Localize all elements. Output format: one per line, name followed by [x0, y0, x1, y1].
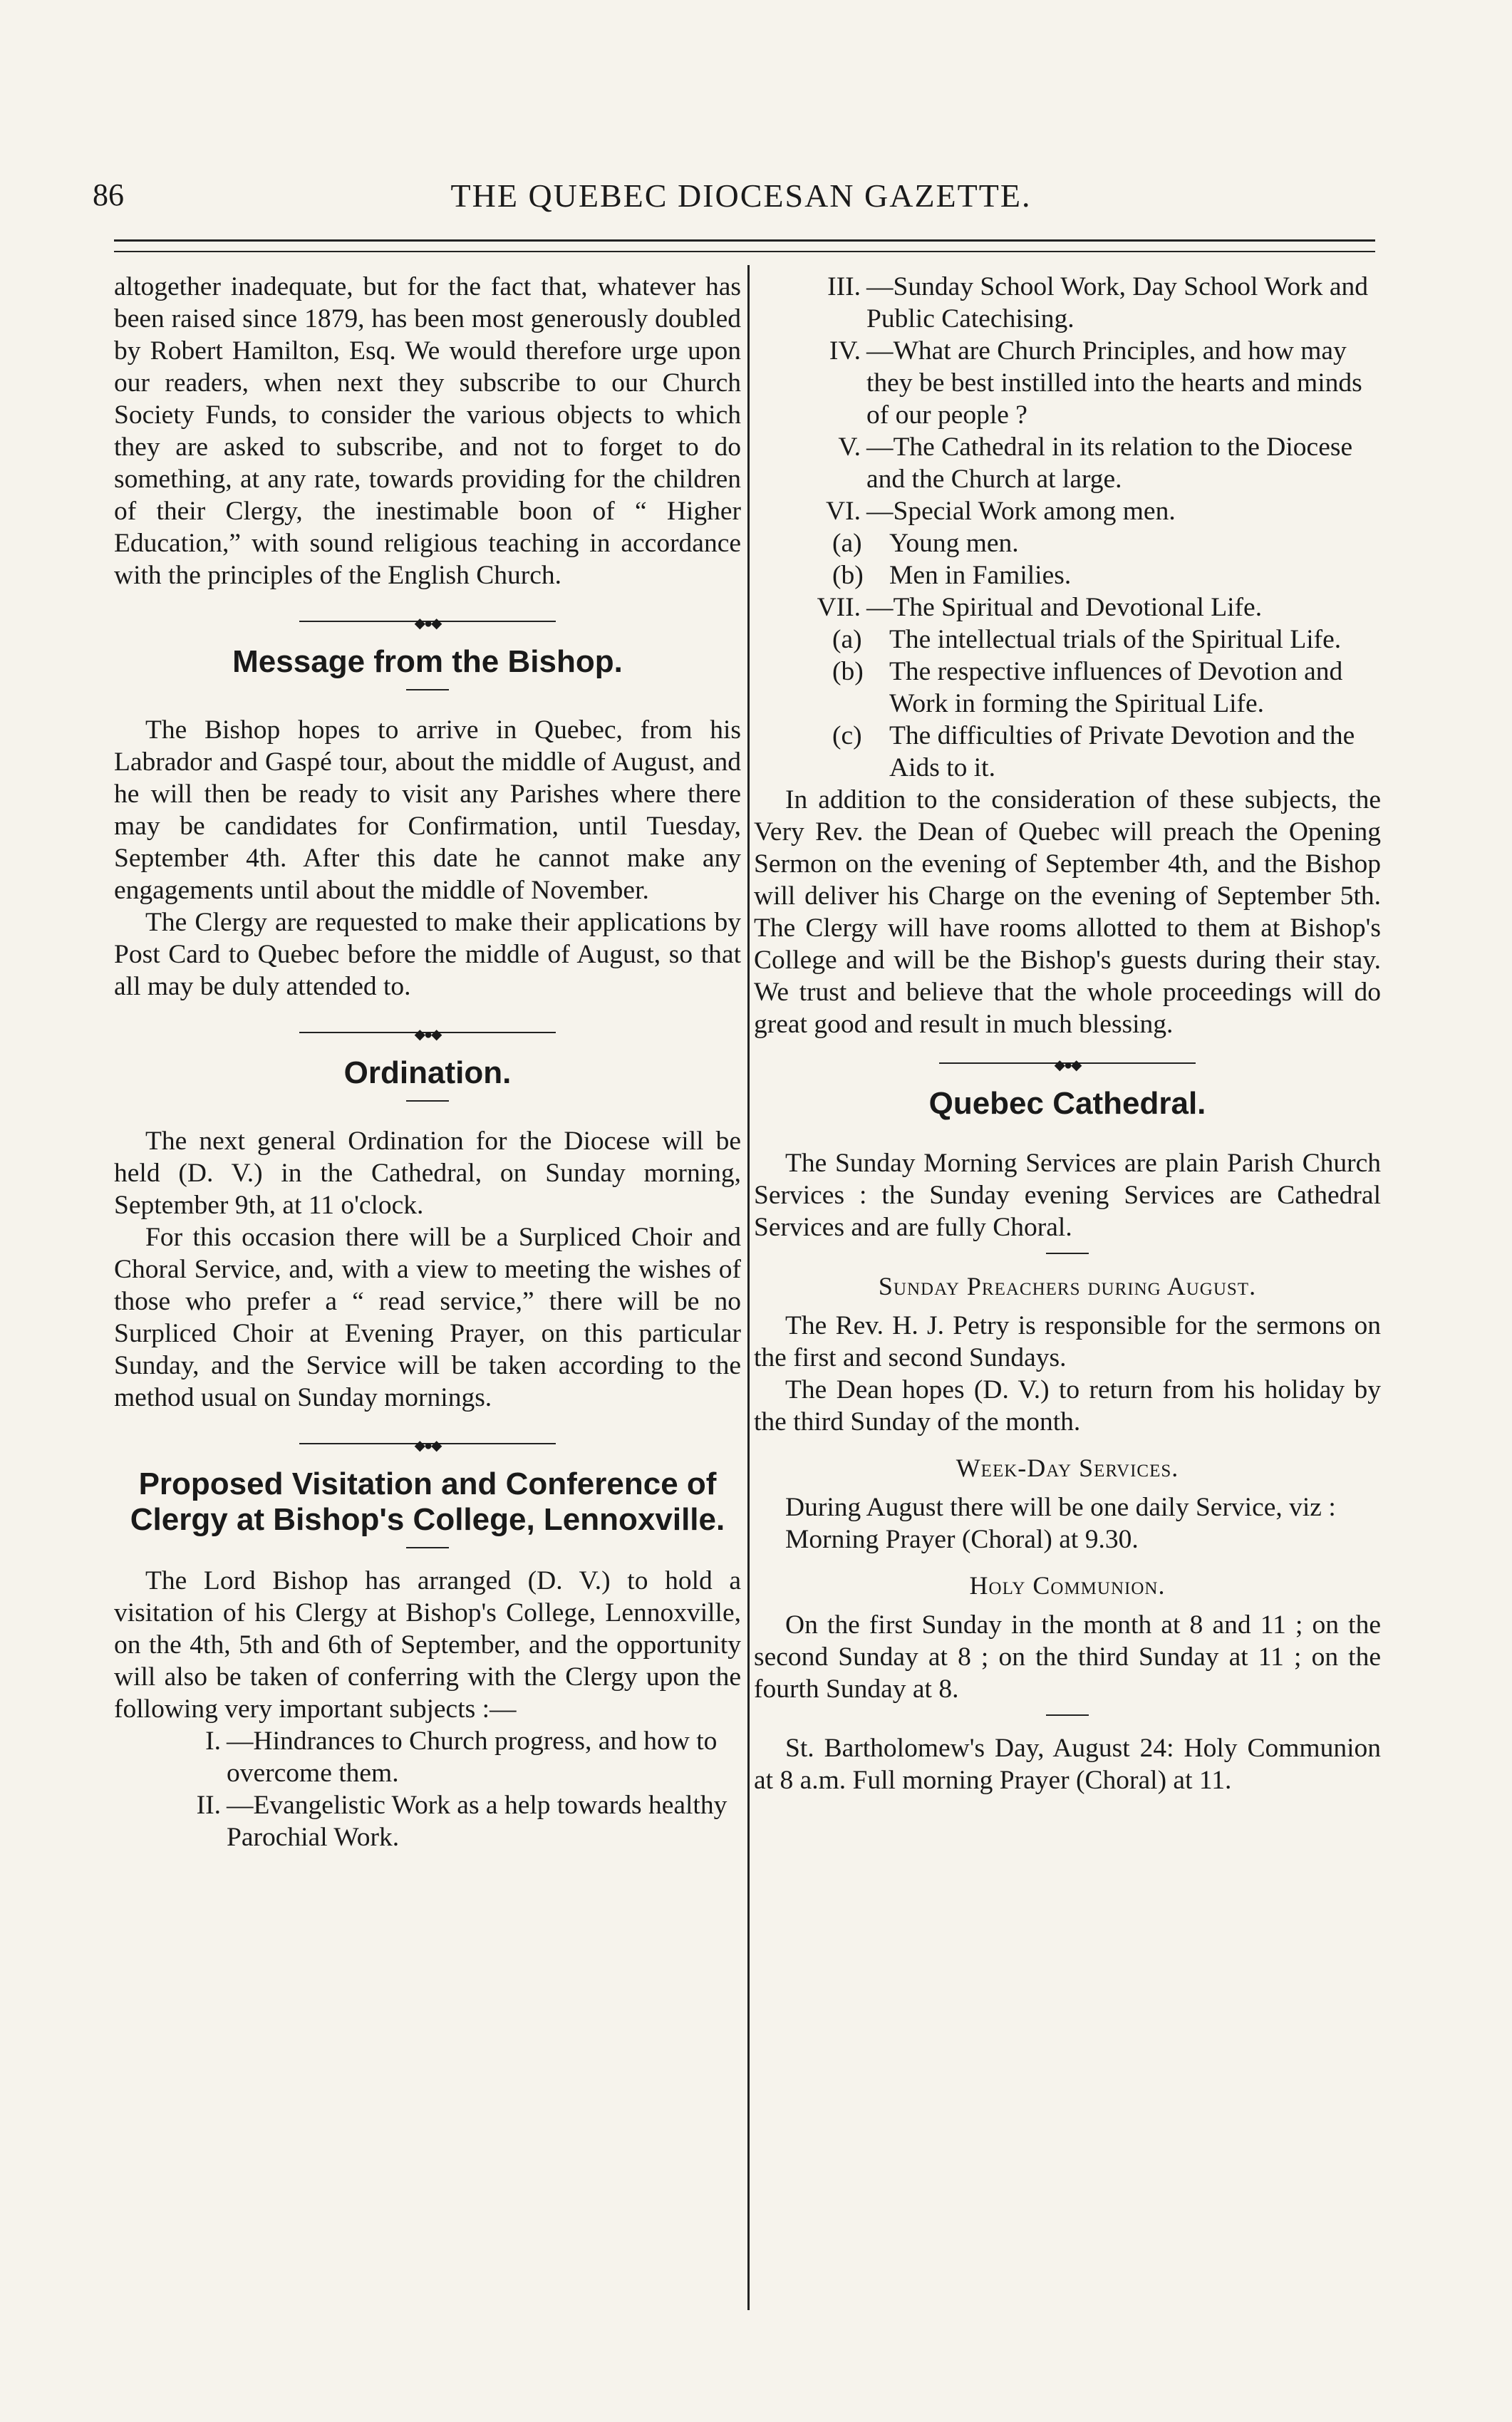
page-number: 86	[93, 177, 124, 212]
sub-list-item-text: The intellectual trials of the Spiritual Life.	[889, 625, 1342, 654]
section-dash	[114, 1091, 741, 1111]
heading-visitation: Proposed Visitation and Conference of Clergy at Bishop's College, Lennoxville.	[130, 1466, 725, 1537]
heading-message-from-bishop: Message from the Bishop.	[232, 644, 623, 679]
list-item	[114, 1789, 741, 1853]
list-item-label: I.	[205, 1727, 221, 1756]
message-paragraph-2: The Clergy are requested to make their applications by Post Card to Quebec before the middle of August, so that all may be duly attended to.	[114, 908, 741, 1001]
list-item-text: —Special Work among men.	[866, 497, 1176, 526]
sub-list-item-text: Men in Families.	[889, 561, 1072, 590]
subheading-week-day-services: Week-Day Services.	[956, 1454, 1179, 1482]
list-item	[754, 271, 1381, 335]
section-dash	[114, 680, 741, 700]
header-rule-bottom	[114, 251, 1375, 252]
list-item	[754, 431, 1381, 495]
sub-list-item	[754, 720, 1381, 784]
section-dash	[754, 1243, 1381, 1263]
list-item-label: III.	[827, 272, 861, 301]
list-item-text: —What are Church Principles, and how may they be best instilled into the hearts and minds of our people ?	[866, 336, 1362, 430]
list-item-text: —Sunday School Work, Day School Work and Public Catechising.	[866, 272, 1368, 333]
sub-list-item-label: (a)	[832, 529, 862, 558]
heading-ordination: Ordination.	[343, 1055, 512, 1090]
visitation-paragraph: The Lord Bishop has arranged (D. V.) to hold a visitation of his Clergy at Bishop's College, Lennoxville, on the 4th, 5th and 6th of September, and the opportunity will also be taken of conferring with the Clergy upon the following very important subjects :—	[114, 1566, 741, 1724]
section-ornament	[114, 1017, 741, 1048]
cathedral-paragraph: The Sunday Morning Services are plain Parish Church Services : the Sunday evening Services are Cathedral Services and are fully Choral.	[754, 1149, 1381, 1242]
sub-list-item-label: (b)	[832, 561, 864, 590]
list-item-label: VII.	[817, 593, 861, 622]
communion-paragraph: On the first Sunday in the month at 8 and 11 ; on the second Sunday at 8 ; on the third Sunday at 11 ; on the fourth Sunday at 8.	[754, 1610, 1381, 1704]
left-column	[114, 271, 741, 1853]
list-item	[754, 335, 1381, 431]
list-item-text: —The Spiritual and Devotional Life.	[866, 593, 1263, 622]
subheading-holy-communion: Holy Communion.	[969, 1571, 1166, 1600]
ordination-paragraph-2: For this occasion there will be a Surpliced Choir and Choral Service, and, with a view to meeting the wishes of those who prefer a “ read service,” there will be no Surpliced Choir at Evening Prayer, on this particular Sunday, and the Service will be taken according to the method usual on Sunday mornings.	[114, 1223, 741, 1412]
list-item-label: V.	[838, 433, 861, 462]
sub-list-item-text: The respective influences of Devotion and Work in forming the Spiritual Life.	[889, 657, 1343, 718]
list-item-label: VI.	[826, 497, 861, 526]
sub-list-item	[754, 559, 1381, 591]
preachers-paragraph-1: The Rev. H. J. Petry is responsible for the sermons on the first and second Sundays.	[754, 1311, 1381, 1372]
sub-list-item-text: Young men.	[889, 529, 1019, 558]
preachers-paragraph-2: The Dean hopes (D. V.) to return from his holiday by the third Sunday of the month.	[754, 1375, 1381, 1437]
subheading-sunday-preachers: Sunday Preachers during August.	[878, 1272, 1257, 1300]
sub-list-item-label: (a)	[832, 625, 862, 654]
message-paragraph-1: The Bishop hopes to arrive in Quebec, from his Labrador and Gaspé tour, about the middle of August, and he will then be ready to visit any Parishes where there may be candidates for Confirmation, until Tuesday, September 4th. After this date he cannot make any engagements until about the middle of November.	[114, 715, 741, 905]
section-dash	[754, 1705, 1381, 1725]
sub-list-item-label: (b)	[832, 657, 864, 686]
list-item	[114, 1725, 741, 1789]
conference-paragraph: In addition to the consideration of these subjects, the Very Rev. the Dean of Quebec will preach the Opening Sermon on the evening of September 4th, and the Bishop will deliver his Charge on the evening of September 5th. The Clergy will have rooms allotted to them at Bishop's College and will be the Bishop's guests during their stay. We trust and believe that the whole proceedings will do great good and result in much blessing.	[754, 785, 1381, 1039]
st-bartholomew-paragraph: St. Bartholomew's Day, August 24: Holy Communion at 8 a.m. Full morning Prayer (Choral) at 11.	[754, 1734, 1381, 1795]
list-item-label: IV.	[829, 336, 861, 366]
sub-list-item-label: (c)	[832, 721, 862, 750]
right-column	[754, 271, 1381, 1796]
heading-quebec-cathedral: Quebec Cathedral.	[928, 1086, 1206, 1121]
list-item-text: —Evangelistic Work as a help towards healthy Parochial Work.	[227, 1791, 727, 1852]
ordination-paragraph-1: The next general Ordination for the Diocese will be held (D. V.) in the Cathedral, on Sunday morning, September 9th, at 11 o'clock.	[114, 1127, 741, 1220]
week-day-paragraph-2: Morning Prayer (Choral) at 9.30.	[785, 1525, 1139, 1554]
page-title: THE QUEBEC DIOCESAN GAZETTE.	[450, 177, 1032, 214]
section-ornament	[114, 1428, 741, 1459]
list-item-label: II.	[196, 1791, 221, 1820]
list-item-text: —The Cathedral in its relation to the Diocese and the Church at large.	[866, 433, 1353, 494]
sub-list-item	[754, 527, 1381, 559]
section-dash	[114, 1538, 741, 1558]
list-item	[754, 591, 1381, 623]
sub-list-item-text: The difficulties of Private Devotion and the Aids to it.	[889, 721, 1355, 782]
section-ornament	[754, 1047, 1381, 1079]
week-day-paragraph-1: During August there will be one daily Service, viz :	[785, 1493, 1336, 1522]
list-item	[754, 495, 1381, 527]
header-rule-top	[114, 239, 1375, 242]
intro-paragraph: altogether inadequate, but for the fact that, whatever has been raised since 1879, has been most generously doubled by Robert Hamilton, Esq. We would therefore urge upon our readers, when next they subscribe to our Church Society Funds, to consider the various objects to which they are asked to subscribe, and not to forget to do something, at any rate, towards providing for the children of their Clergy, the inestimable boon of “ Higher Education,” with sound religious teaching in accordance with the principles of the English Church.	[114, 272, 741, 590]
page-header	[86, 177, 1397, 219]
column-divider	[747, 265, 750, 2310]
sub-list-item	[754, 623, 1381, 656]
sub-list-item	[754, 656, 1381, 720]
list-item-text: —Hindrances to Church progress, and how to overcome them.	[227, 1727, 718, 1788]
section-ornament	[114, 606, 741, 637]
